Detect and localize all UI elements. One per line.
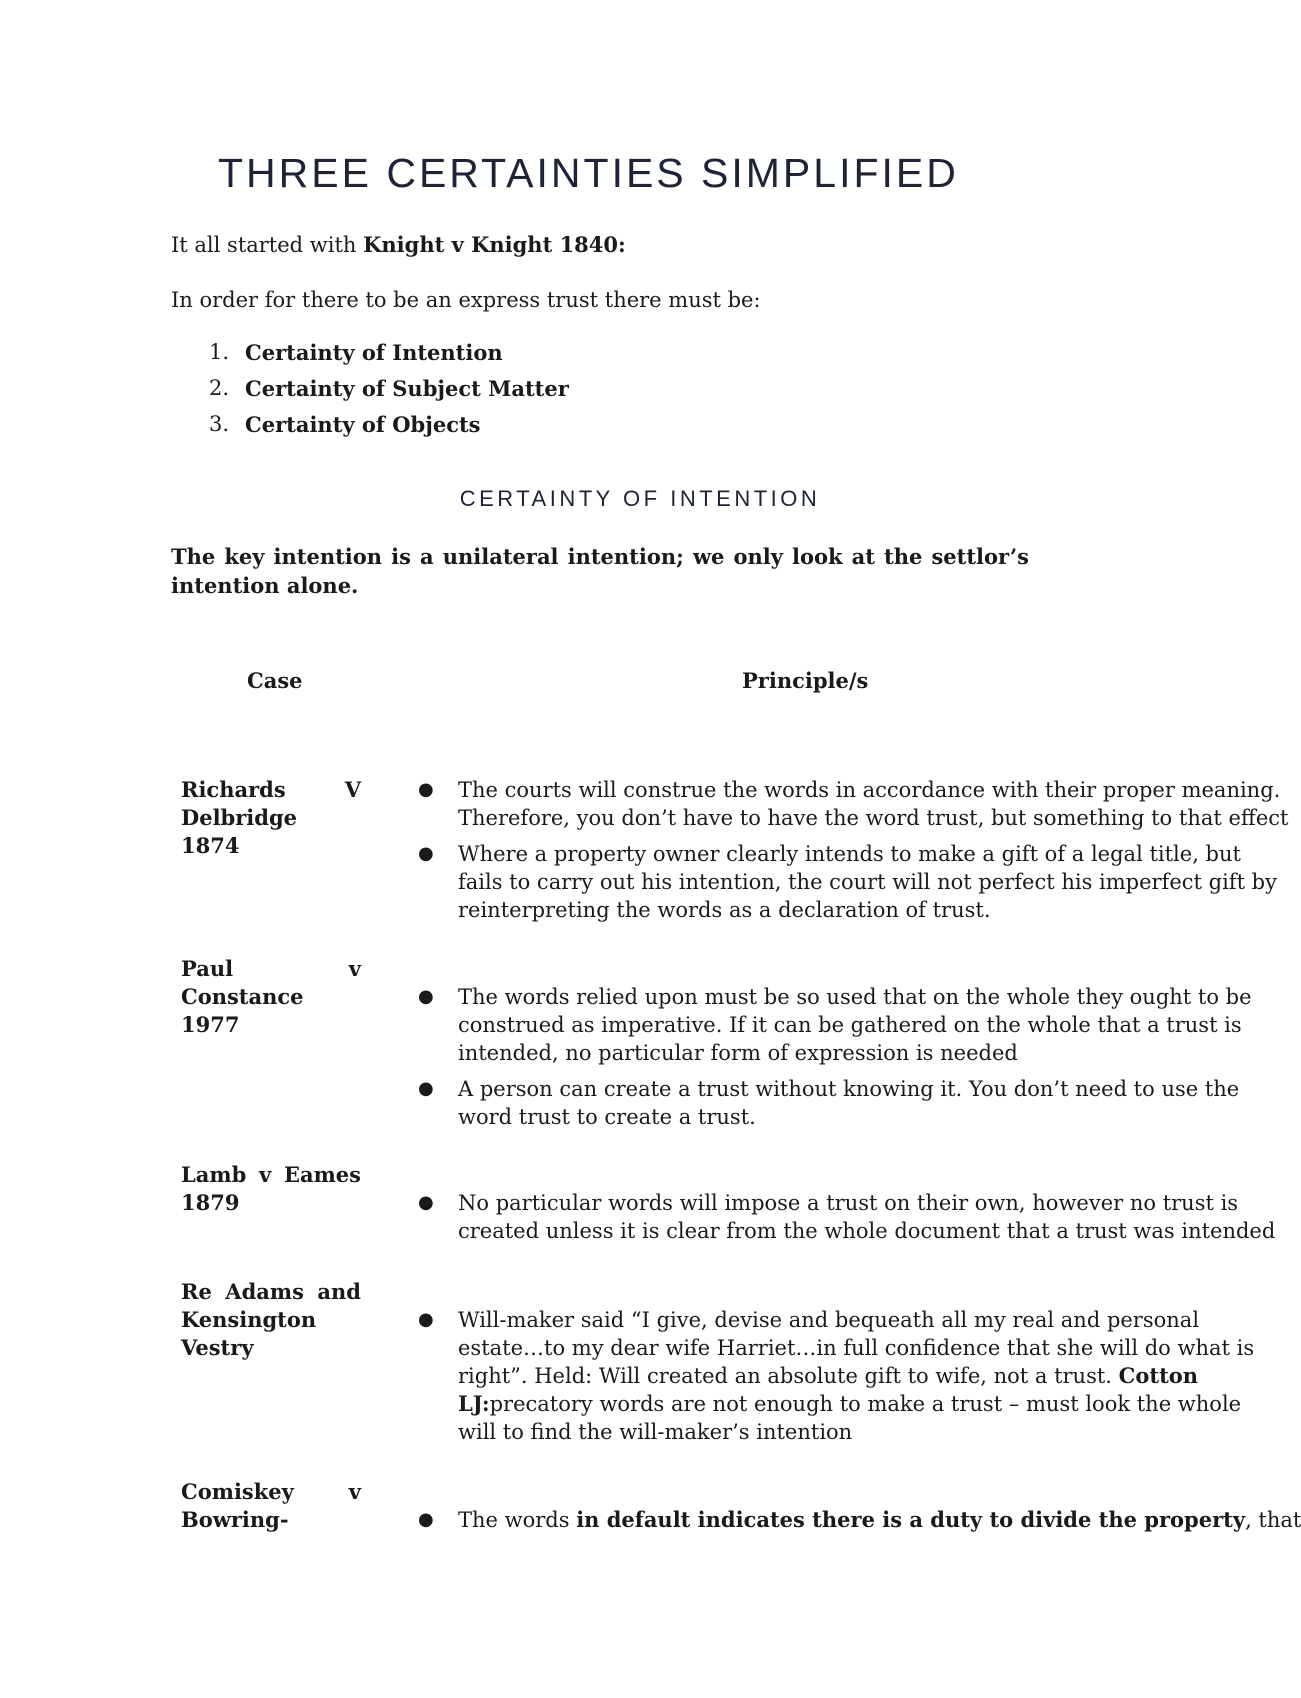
bullet-line — [458, 1506, 1301, 1534]
bullet-text: right”. Held: Will created an absolute gift to wife, not a trust. — [458, 1364, 1119, 1388]
case-line: Delbridge 1874 — [181, 805, 298, 858]
case-line: Lamb v Eames — [181, 1162, 361, 1187]
bullet-line: The courts will construe the words in accordance with their proper meaning. — [458, 778, 1281, 802]
list-number: 3. — [209, 412, 230, 436]
bullet-text: precatory words are not enough to make a trust – must look the whole — [489, 1392, 1242, 1416]
principles-list — [418, 1189, 1276, 1253]
bullet-icon: ● — [418, 779, 434, 800]
bullet-icon: ● — [418, 843, 434, 864]
bullet-emphasis: in default indicates there is a duty to divide the property — [576, 1507, 1246, 1532]
bullet-line: The words relied upon must be so used that on the whole they ought to be — [458, 985, 1252, 1009]
case-line: Paul v Constance — [181, 956, 361, 1009]
bullet-line: Will-maker said “I give, devise and bequeath all my real and personal — [458, 1308, 1200, 1332]
case-line: Kensington — [181, 1307, 317, 1332]
bullet-line: will to find the will-maker’s intention — [458, 1420, 853, 1444]
principles-list — [418, 983, 1252, 1139]
bullet-line: Therefore, you don’t have to have the word trust, but something to that effect — [458, 806, 1289, 830]
bullet-icon: ● — [418, 1078, 434, 1099]
bullet-line: construed as imperative. If it can be gathered on the whole that a trust is — [458, 1013, 1242, 1037]
case-line: Bowring- — [181, 1507, 289, 1532]
bullet-text: The words — [458, 1508, 577, 1532]
bullet-line: A person can create a trust without knowing it. You don’t need to use the — [458, 1077, 1240, 1101]
list-item — [418, 1075, 1240, 1131]
principles-list — [418, 776, 1289, 932]
requirements-list — [171, 340, 569, 448]
list-item — [418, 983, 1252, 1067]
bullet-line: No particular words will impose a trust on their own, however no trust is — [458, 1191, 1239, 1215]
case-line: Vestry — [181, 1335, 254, 1360]
principles-list — [418, 1306, 1255, 1454]
list-label: Certainty of Objects — [245, 412, 481, 437]
document-title: THREE CERTAINTIES SIMPLIFIED — [218, 150, 959, 196]
express-trust-line: In order for there to be an express trust there must be: — [171, 288, 761, 312]
list-label: Certainty of Subject Matter — [245, 376, 569, 401]
bullet-line: intended, no particular form of expression is needed — [458, 1041, 1018, 1065]
list-label: Certainty of Intention — [245, 340, 503, 365]
bullet-icon: ● — [418, 1192, 434, 1213]
bullet-line: Where a property owner clearly intends to make a gift of a legal title, but — [458, 842, 1241, 866]
case-name — [181, 1478, 361, 1534]
case-name — [181, 776, 361, 860]
bullet-line: reinterpreting the words as a declaration of trust. — [458, 898, 991, 922]
case-line: 1879 — [181, 1190, 240, 1215]
intro-case: Knight v Knight 1840: — [363, 232, 626, 257]
case-line: Comiskey v — [181, 1479, 361, 1504]
bullet-line: fails to carry out his intention, the court will not perfect his imperfect gift by — [458, 870, 1277, 894]
case-line: 1977 — [181, 1012, 240, 1037]
bullet-icon: ● — [418, 1309, 434, 1330]
bullet-line — [458, 1362, 1218, 1390]
list-item — [418, 840, 1277, 924]
judge-name: Cotton — [1118, 1363, 1199, 1388]
list-item — [418, 776, 1289, 832]
table-header-case: Case — [247, 668, 303, 693]
list-item — [418, 1506, 1301, 1534]
bullet-line — [458, 1390, 1242, 1418]
key-intention: The key intention is a unilateral intention; we only look at the settlor’s intention alone. — [171, 544, 1029, 598]
list-item — [171, 340, 569, 376]
list-item — [171, 412, 569, 448]
case-name — [181, 1278, 361, 1362]
bullet-line: word trust to create a trust. — [458, 1105, 756, 1129]
bullet-text: , that — [1245, 1508, 1301, 1532]
judge-title: LJ: — [458, 1391, 490, 1416]
list-item — [171, 376, 569, 412]
case-name — [181, 955, 361, 1039]
principles-list — [418, 1506, 1301, 1542]
bullet-line: created unless it is clear from the whole document that a trust was intended — [458, 1219, 1276, 1243]
list-item — [418, 1306, 1255, 1446]
list-number: 1. — [209, 340, 230, 364]
bullet-icon: ● — [418, 986, 434, 1007]
intro-line — [171, 232, 626, 257]
bullet-line: estate…to my dear wife Harriet…in full confidence that she will do what is — [458, 1336, 1255, 1360]
table-header-principles: Principle/s — [742, 668, 869, 693]
intro-prefix: It all started with — [171, 233, 364, 257]
bullet-icon: ● — [418, 1509, 434, 1530]
case-line: Richards V — [181, 777, 361, 802]
case-name — [181, 1161, 361, 1217]
section-heading: CERTAINTY OF INTENTION — [459, 486, 821, 511]
case-line: Re Adams and — [181, 1279, 361, 1304]
list-number: 2. — [209, 376, 230, 400]
list-item — [418, 1189, 1276, 1245]
